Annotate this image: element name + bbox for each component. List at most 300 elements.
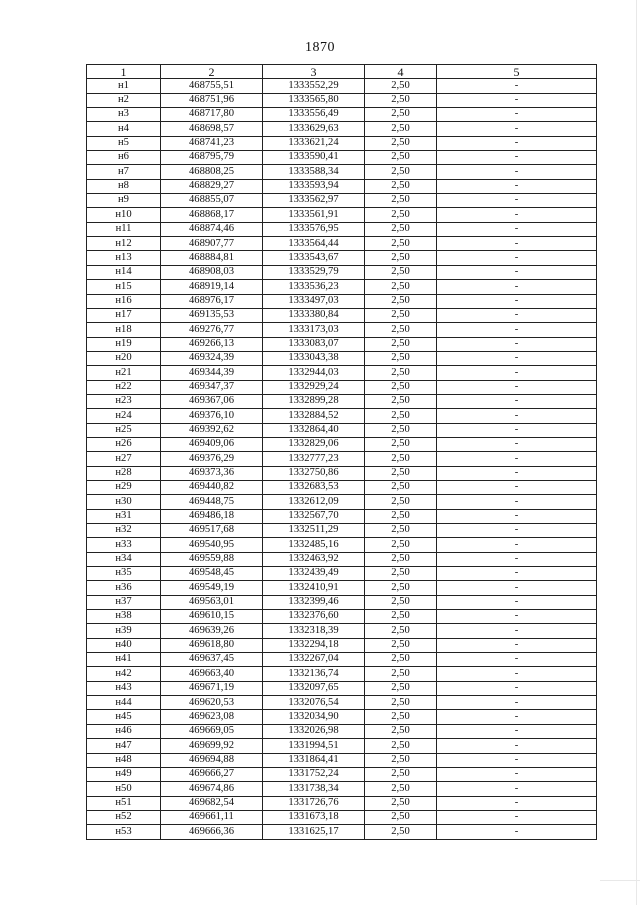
y-coordinate-cell: 1333564,44	[263, 237, 365, 251]
x-coordinate-cell: 469440,82	[161, 480, 263, 494]
point-id-cell: н12	[87, 237, 161, 251]
y-coordinate-cell: 1333543,67	[263, 251, 365, 265]
y-coordinate-cell: 1333590,41	[263, 151, 365, 165]
point-id-cell: н8	[87, 179, 161, 193]
note-cell: -	[437, 394, 597, 408]
point-id-cell: н32	[87, 524, 161, 538]
point-id-cell: н16	[87, 294, 161, 308]
accuracy-cell: 2,50	[365, 581, 437, 595]
column-header: 5	[437, 65, 597, 79]
y-coordinate-cell: 1332399,46	[263, 595, 365, 609]
accuracy-cell: 2,50	[365, 308, 437, 322]
note-cell: -	[437, 653, 597, 667]
note-cell: -	[437, 796, 597, 810]
table-header-row	[87, 65, 597, 79]
table-row	[87, 825, 597, 839]
point-id-cell: н2	[87, 93, 161, 107]
x-coordinate-cell: 468907,77	[161, 237, 263, 251]
x-coordinate-cell: 469666,27	[161, 767, 263, 781]
y-coordinate-cell: 1332829,06	[263, 437, 365, 451]
y-coordinate-cell: 1333588,34	[263, 165, 365, 179]
note-cell: -	[437, 294, 597, 308]
y-coordinate-cell: 1332929,24	[263, 380, 365, 394]
x-coordinate-cell: 468829,27	[161, 179, 263, 193]
x-coordinate-cell: 469135,53	[161, 308, 263, 322]
y-coordinate-cell: 1332567,70	[263, 509, 365, 523]
table-row	[87, 323, 597, 337]
table-row	[87, 638, 597, 652]
accuracy-cell: 2,50	[365, 638, 437, 652]
table-row	[87, 380, 597, 394]
x-coordinate-cell: 469669,05	[161, 724, 263, 738]
accuracy-cell: 2,50	[365, 337, 437, 351]
accuracy-cell: 2,50	[365, 237, 437, 251]
table-row	[87, 409, 597, 423]
table-row	[87, 108, 597, 122]
note-cell: -	[437, 524, 597, 538]
table-body	[87, 79, 597, 839]
x-coordinate-cell: 469266,13	[161, 337, 263, 351]
accuracy-cell: 2,50	[365, 782, 437, 796]
point-id-cell: н17	[87, 308, 161, 322]
note-cell: -	[437, 538, 597, 552]
y-coordinate-cell: 1332864,40	[263, 423, 365, 437]
x-coordinate-cell: 469694,88	[161, 753, 263, 767]
point-id-cell: н35	[87, 567, 161, 581]
note-cell: -	[437, 222, 597, 236]
table-row	[87, 366, 597, 380]
y-coordinate-cell: 1333629,63	[263, 122, 365, 136]
point-id-cell: н18	[87, 323, 161, 337]
x-coordinate-cell: 469663,40	[161, 667, 263, 681]
table-row	[87, 552, 597, 566]
note-cell: -	[437, 108, 597, 122]
accuracy-cell: 2,50	[365, 208, 437, 222]
table-row	[87, 624, 597, 638]
y-coordinate-cell: 1332136,74	[263, 667, 365, 681]
table-row	[87, 567, 597, 581]
y-coordinate-cell: 1332318,39	[263, 624, 365, 638]
accuracy-cell: 2,50	[365, 739, 437, 753]
accuracy-cell: 2,50	[365, 265, 437, 279]
y-coordinate-cell: 1331752,24	[263, 767, 365, 781]
note-cell: -	[437, 509, 597, 523]
table-row	[87, 753, 597, 767]
point-id-cell: н6	[87, 151, 161, 165]
accuracy-cell: 2,50	[365, 595, 437, 609]
y-coordinate-cell: 1332026,98	[263, 724, 365, 738]
point-id-cell: н22	[87, 380, 161, 394]
point-id-cell: н13	[87, 251, 161, 265]
x-coordinate-cell: 469699,92	[161, 739, 263, 753]
point-id-cell: н3	[87, 108, 161, 122]
note-cell: -	[437, 165, 597, 179]
table-row	[87, 136, 597, 150]
table-row	[87, 437, 597, 451]
accuracy-cell: 2,50	[365, 466, 437, 480]
note-cell: -	[437, 710, 597, 724]
table-row	[87, 208, 597, 222]
accuracy-cell: 2,50	[365, 280, 437, 294]
accuracy-cell: 2,50	[365, 480, 437, 494]
table-row	[87, 810, 597, 824]
accuracy-cell: 2,50	[365, 524, 437, 538]
y-coordinate-cell: 1333565,80	[263, 93, 365, 107]
table-row	[87, 796, 597, 810]
x-coordinate-cell: 468698,57	[161, 122, 263, 136]
table-row	[87, 452, 597, 466]
point-id-cell: н45	[87, 710, 161, 724]
accuracy-cell: 2,50	[365, 624, 437, 638]
table-row	[87, 79, 597, 93]
y-coordinate-cell: 1333593,94	[263, 179, 365, 193]
note-cell: -	[437, 595, 597, 609]
accuracy-cell: 2,50	[365, 610, 437, 624]
accuracy-cell: 2,50	[365, 810, 437, 824]
point-id-cell: н4	[87, 122, 161, 136]
note-cell: -	[437, 194, 597, 208]
point-id-cell: н14	[87, 265, 161, 279]
point-id-cell: н48	[87, 753, 161, 767]
y-coordinate-cell: 1332034,90	[263, 710, 365, 724]
accuracy-cell: 2,50	[365, 825, 437, 839]
accuracy-cell: 2,50	[365, 323, 437, 337]
y-coordinate-cell: 1333173,03	[263, 323, 365, 337]
x-coordinate-cell: 469373,36	[161, 466, 263, 480]
column-header: 3	[263, 65, 365, 79]
note-cell: -	[437, 667, 597, 681]
column-header: 2	[161, 65, 263, 79]
table-row	[87, 93, 597, 107]
accuracy-cell: 2,50	[365, 251, 437, 265]
point-id-cell: н52	[87, 810, 161, 824]
note-cell: -	[437, 638, 597, 652]
table-row	[87, 222, 597, 236]
x-coordinate-cell: 469367,06	[161, 394, 263, 408]
point-id-cell: н47	[87, 739, 161, 753]
accuracy-cell: 2,50	[365, 93, 437, 107]
note-cell: -	[437, 437, 597, 451]
note-cell: -	[437, 308, 597, 322]
x-coordinate-cell: 469618,80	[161, 638, 263, 652]
x-coordinate-cell: 469486,18	[161, 509, 263, 523]
x-coordinate-cell: 469276,77	[161, 323, 263, 337]
accuracy-cell: 2,50	[365, 681, 437, 695]
x-coordinate-cell: 469324,39	[161, 351, 263, 365]
y-coordinate-cell: 1332683,53	[263, 480, 365, 494]
y-coordinate-cell: 1331625,17	[263, 825, 365, 839]
accuracy-cell: 2,50	[365, 423, 437, 437]
table-row	[87, 595, 597, 609]
x-coordinate-cell: 469392,62	[161, 423, 263, 437]
accuracy-cell: 2,50	[365, 696, 437, 710]
y-coordinate-cell: 1332439,49	[263, 567, 365, 581]
y-coordinate-cell: 1331994,51	[263, 739, 365, 753]
point-id-cell: н1	[87, 79, 161, 93]
accuracy-cell: 2,50	[365, 294, 437, 308]
note-cell: -	[437, 552, 597, 566]
accuracy-cell: 2,50	[365, 151, 437, 165]
x-coordinate-cell: 469409,06	[161, 437, 263, 451]
table-row	[87, 710, 597, 724]
point-id-cell: н20	[87, 351, 161, 365]
note-cell: -	[437, 696, 597, 710]
table-row	[87, 724, 597, 738]
x-coordinate-cell: 469517,68	[161, 524, 263, 538]
point-id-cell: н30	[87, 495, 161, 509]
point-id-cell: н37	[87, 595, 161, 609]
x-coordinate-cell: 468855,07	[161, 194, 263, 208]
note-cell: -	[437, 280, 597, 294]
table-row	[87, 122, 597, 136]
y-coordinate-cell: 1333497,03	[263, 294, 365, 308]
x-coordinate-cell: 468868,17	[161, 208, 263, 222]
y-coordinate-cell: 1333561,91	[263, 208, 365, 222]
point-id-cell: н15	[87, 280, 161, 294]
note-cell: -	[437, 380, 597, 394]
accuracy-cell: 2,50	[365, 409, 437, 423]
accuracy-cell: 2,50	[365, 538, 437, 552]
table-row	[87, 351, 597, 365]
note-cell: -	[437, 79, 597, 93]
x-coordinate-cell: 468976,17	[161, 294, 263, 308]
x-coordinate-cell: 468908,03	[161, 265, 263, 279]
note-cell: -	[437, 825, 597, 839]
table-row	[87, 394, 597, 408]
y-coordinate-cell: 1333552,29	[263, 79, 365, 93]
y-coordinate-cell: 1333380,84	[263, 308, 365, 322]
column-header: 4	[365, 65, 437, 79]
y-coordinate-cell: 1331864,41	[263, 753, 365, 767]
point-id-cell: н23	[87, 394, 161, 408]
note-cell: -	[437, 93, 597, 107]
x-coordinate-cell: 469661,11	[161, 810, 263, 824]
note-cell: -	[437, 136, 597, 150]
y-coordinate-cell: 1332485,16	[263, 538, 365, 552]
x-coordinate-cell: 468884,81	[161, 251, 263, 265]
accuracy-cell: 2,50	[365, 165, 437, 179]
y-coordinate-cell: 1333576,95	[263, 222, 365, 236]
point-id-cell: н19	[87, 337, 161, 351]
note-cell: -	[437, 581, 597, 595]
x-coordinate-cell: 468741,23	[161, 136, 263, 150]
x-coordinate-cell: 469639,26	[161, 624, 263, 638]
point-id-cell: н50	[87, 782, 161, 796]
accuracy-cell: 2,50	[365, 796, 437, 810]
point-id-cell: н25	[87, 423, 161, 437]
accuracy-cell: 2,50	[365, 667, 437, 681]
table-row	[87, 653, 597, 667]
note-cell: -	[437, 122, 597, 136]
note-cell: -	[437, 423, 597, 437]
accuracy-cell: 2,50	[365, 567, 437, 581]
y-coordinate-cell: 1333043,38	[263, 351, 365, 365]
note-cell: -	[437, 237, 597, 251]
y-coordinate-cell: 1333621,24	[263, 136, 365, 150]
note-cell: -	[437, 724, 597, 738]
note-cell: -	[437, 567, 597, 581]
table-row	[87, 681, 597, 695]
note-cell: -	[437, 480, 597, 494]
accuracy-cell: 2,50	[365, 351, 437, 365]
accuracy-cell: 2,50	[365, 767, 437, 781]
note-cell: -	[437, 151, 597, 165]
table-row	[87, 194, 597, 208]
point-id-cell: н21	[87, 366, 161, 380]
accuracy-cell: 2,50	[365, 222, 437, 236]
table-row	[87, 466, 597, 480]
y-coordinate-cell: 1332884,52	[263, 409, 365, 423]
y-coordinate-cell: 1331673,18	[263, 810, 365, 824]
x-coordinate-cell: 469671,19	[161, 681, 263, 695]
note-cell: -	[437, 208, 597, 222]
accuracy-cell: 2,50	[365, 552, 437, 566]
y-coordinate-cell: 1332750,86	[263, 466, 365, 480]
coordinates-table	[86, 64, 597, 840]
note-cell: -	[437, 466, 597, 480]
table-row	[87, 667, 597, 681]
y-coordinate-cell: 1332410,91	[263, 581, 365, 595]
note-cell: -	[437, 610, 597, 624]
note-cell: -	[437, 452, 597, 466]
table-row	[87, 495, 597, 509]
point-id-cell: н51	[87, 796, 161, 810]
point-id-cell: н24	[87, 409, 161, 423]
table-row	[87, 610, 597, 624]
accuracy-cell: 2,50	[365, 122, 437, 136]
x-coordinate-cell: 468751,96	[161, 93, 263, 107]
point-id-cell: н34	[87, 552, 161, 566]
x-coordinate-cell: 468874,46	[161, 222, 263, 236]
x-coordinate-cell: 469620,53	[161, 696, 263, 710]
note-cell: -	[437, 810, 597, 824]
note-cell: -	[437, 337, 597, 351]
x-coordinate-cell: 469682,54	[161, 796, 263, 810]
x-coordinate-cell: 469549,19	[161, 581, 263, 595]
point-id-cell: н27	[87, 452, 161, 466]
accuracy-cell: 2,50	[365, 653, 437, 667]
table-row	[87, 251, 597, 265]
table-row	[87, 265, 597, 279]
y-coordinate-cell: 1332267,04	[263, 653, 365, 667]
point-id-cell: н5	[87, 136, 161, 150]
accuracy-cell: 2,50	[365, 495, 437, 509]
point-id-cell: н53	[87, 825, 161, 839]
note-cell: -	[437, 409, 597, 423]
note-cell: -	[437, 681, 597, 695]
accuracy-cell: 2,50	[365, 452, 437, 466]
y-coordinate-cell: 1333083,07	[263, 337, 365, 351]
point-id-cell: н36	[87, 581, 161, 595]
point-id-cell: н44	[87, 696, 161, 710]
point-id-cell: н39	[87, 624, 161, 638]
point-id-cell: н28	[87, 466, 161, 480]
accuracy-cell: 2,50	[365, 108, 437, 122]
accuracy-cell: 2,50	[365, 509, 437, 523]
x-coordinate-cell: 468755,51	[161, 79, 263, 93]
y-coordinate-cell: 1332294,18	[263, 638, 365, 652]
table-row	[87, 509, 597, 523]
y-coordinate-cell: 1333529,79	[263, 265, 365, 279]
table-row	[87, 739, 597, 753]
table-row	[87, 782, 597, 796]
y-coordinate-cell: 1332612,09	[263, 495, 365, 509]
column-header: 1	[87, 65, 161, 79]
y-coordinate-cell: 1332076,54	[263, 696, 365, 710]
table-row	[87, 696, 597, 710]
x-coordinate-cell: 469344,39	[161, 366, 263, 380]
note-cell: -	[437, 739, 597, 753]
x-coordinate-cell: 469674,86	[161, 782, 263, 796]
page-number: 1870	[305, 40, 335, 55]
point-id-cell: н7	[87, 165, 161, 179]
table-row	[87, 179, 597, 193]
note-cell: -	[437, 782, 597, 796]
point-id-cell: н41	[87, 653, 161, 667]
table-row	[87, 237, 597, 251]
point-id-cell: н29	[87, 480, 161, 494]
y-coordinate-cell: 1331726,76	[263, 796, 365, 810]
y-coordinate-cell: 1332777,23	[263, 452, 365, 466]
y-coordinate-cell: 1331738,34	[263, 782, 365, 796]
x-coordinate-cell: 469637,45	[161, 653, 263, 667]
table-row	[87, 480, 597, 494]
y-coordinate-cell: 1332944,03	[263, 366, 365, 380]
x-coordinate-cell: 468808,25	[161, 165, 263, 179]
x-coordinate-cell: 469347,37	[161, 380, 263, 394]
scan-edge-line	[600, 880, 640, 881]
x-coordinate-cell: 469563,01	[161, 595, 263, 609]
x-coordinate-cell: 469623,08	[161, 710, 263, 724]
point-id-cell: н43	[87, 681, 161, 695]
point-id-cell: н46	[87, 724, 161, 738]
table-row	[87, 581, 597, 595]
note-cell: -	[437, 265, 597, 279]
table-row	[87, 767, 597, 781]
table-row	[87, 308, 597, 322]
accuracy-cell: 2,50	[365, 136, 437, 150]
x-coordinate-cell: 469559,88	[161, 552, 263, 566]
y-coordinate-cell: 1332376,60	[263, 610, 365, 624]
scan-edge-line	[636, 0, 637, 905]
table-row	[87, 538, 597, 552]
y-coordinate-cell: 1332097,65	[263, 681, 365, 695]
accuracy-cell: 2,50	[365, 437, 437, 451]
x-coordinate-cell: 469610,15	[161, 610, 263, 624]
note-cell: -	[437, 323, 597, 337]
accuracy-cell: 2,50	[365, 79, 437, 93]
note-cell: -	[437, 753, 597, 767]
note-cell: -	[437, 351, 597, 365]
point-id-cell: н40	[87, 638, 161, 652]
point-id-cell: н9	[87, 194, 161, 208]
x-coordinate-cell: 468795,79	[161, 151, 263, 165]
note-cell: -	[437, 179, 597, 193]
table-row	[87, 280, 597, 294]
y-coordinate-cell: 1332511,29	[263, 524, 365, 538]
y-coordinate-cell: 1332899,28	[263, 394, 365, 408]
note-cell: -	[437, 251, 597, 265]
note-cell: -	[437, 767, 597, 781]
accuracy-cell: 2,50	[365, 394, 437, 408]
y-coordinate-cell: 1333536,23	[263, 280, 365, 294]
table-row	[87, 165, 597, 179]
point-id-cell: н11	[87, 222, 161, 236]
table-row	[87, 294, 597, 308]
accuracy-cell: 2,50	[365, 710, 437, 724]
table-row	[87, 337, 597, 351]
table-row	[87, 524, 597, 538]
